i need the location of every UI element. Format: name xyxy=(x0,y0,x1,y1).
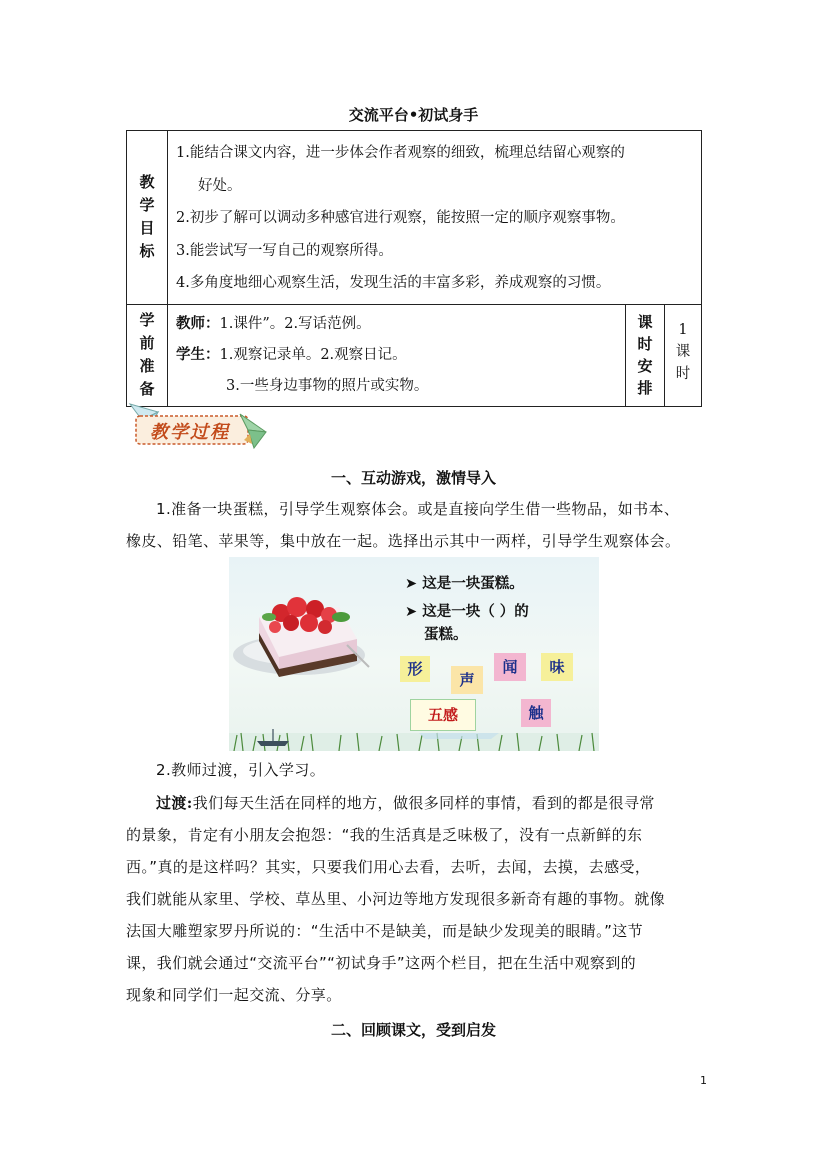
teaching-process-badge xyxy=(128,400,268,455)
transition-line: 西。”真的是这样吗？其实，只要我们用心去看，去听，去闻，去摸，去感受， xyxy=(126,858,651,876)
sense-note-smell: 闻 xyxy=(494,653,526,681)
slide-bullet-2-text: 这是一块（ ）的 xyxy=(422,604,529,620)
goals-header xyxy=(127,131,168,305)
cake-slide-image xyxy=(229,557,599,751)
transition-line: 的景象，肯定有小朋友会抱怨：“我的生活真是乏味极了，没有一点新鲜的东 xyxy=(126,826,643,844)
prep-row xyxy=(127,304,702,406)
transition-line-1: 我们每天生活在同样的地方，做很多同样的事情，看到的都是很寻常 xyxy=(192,794,655,812)
goal-line: 1.能结合课文内容，进一步体会作者观察的细致，梳理总结留心观察的 xyxy=(176,145,625,161)
sense-note-touch: 触 xyxy=(521,699,551,727)
arrow-bullet-icon: ➤ xyxy=(405,604,418,620)
page-title: 交流平台•初试身手 xyxy=(348,106,479,124)
slide-bullet-2 xyxy=(405,600,529,621)
badge-text: 教学过程 xyxy=(150,422,230,443)
slide-bullet-2-cont: 蛋糕。 xyxy=(424,627,468,643)
goals-cell xyxy=(168,131,702,305)
goal-line: 2.初步了解可以调动多种感官进行观察，能按照一定的顺序观察事物。 xyxy=(176,210,625,226)
sense-note-taste: 味 xyxy=(541,653,573,681)
transition-label: 过渡: xyxy=(156,794,193,812)
goals-header-text: 教学目标 xyxy=(139,173,155,261)
goals-row xyxy=(127,131,702,305)
section2-heading: 二、回顾课文，受到启发 xyxy=(330,1021,496,1039)
transition-line: 课，我们就会通过“交流平台”“初试身手”这两个栏目，把在生活中观察到的 xyxy=(126,954,637,972)
transition-paragraph xyxy=(126,787,702,1011)
schedule-header-text: 课时安排 xyxy=(637,313,653,397)
student-prep-2: 3.一些身边事物的照片或实物。 xyxy=(226,377,429,394)
prep-cell xyxy=(168,304,626,406)
student-label: 学生： xyxy=(176,346,220,363)
goal-line: 4.多角度地细心观察生活，发现生活的丰富多彩，养成观察的习惯。 xyxy=(176,275,611,291)
five-senses-note: 五感 xyxy=(410,699,476,731)
student-text: 1.观察记录单。2.观察日记。 xyxy=(219,346,407,363)
step1-line: 橡皮、铅笔、苹果等，集中放在一起。选择出示其中一两样，引导学生观察体会。 xyxy=(126,532,681,550)
slide-bullet-1 xyxy=(405,572,524,593)
step1-line: 1.准备一块蛋糕，引导学生观察体会。或是直接向学生借一些物品，如书本、 xyxy=(156,500,680,518)
sense-note-shape: 形 xyxy=(400,656,430,682)
transition-line: 我们就能从家里、学校、草丛里、小河边等地方发现很多新奇有趣的事物。就像 xyxy=(126,890,666,908)
teacher-text: 1.课件”。2.写话范例。 xyxy=(219,315,371,332)
sense-note-sound: 声 xyxy=(451,666,483,694)
transition-line xyxy=(126,787,702,819)
lesson-plan-table xyxy=(126,130,702,407)
goal-line: 好处。 xyxy=(198,177,242,194)
teacher-label: 教师： xyxy=(176,315,220,332)
prep-header xyxy=(127,304,168,406)
transition-line: 法国大雕塑家罗丹所说的：“生活中不是缺美，而是缺少发现美的眼睛。”这节 xyxy=(126,922,644,940)
prep-header-text: 学前准备 xyxy=(139,311,155,398)
student-prep xyxy=(176,340,617,371)
section1-heading: 一、互动游戏，激情导入 xyxy=(330,469,496,487)
teacher-prep xyxy=(176,309,617,340)
step2-text: 2.教师过渡，引入学习。 xyxy=(156,761,326,779)
step1-paragraph xyxy=(126,493,702,557)
slide-bullet-1-text: 这是一块蛋糕。 xyxy=(422,576,524,592)
arrow-bullet-icon: ➤ xyxy=(405,576,418,592)
schedule-header xyxy=(626,304,665,406)
schedule-value xyxy=(665,304,702,406)
goal-line: 3.能尝试写一写自己的观察所得。 xyxy=(176,242,393,259)
transition-line: 现象和同学们一起交流、分享。 xyxy=(126,986,342,1004)
schedule-value-text: 1课时 xyxy=(675,321,691,382)
page-number: 1 xyxy=(700,1074,707,1087)
